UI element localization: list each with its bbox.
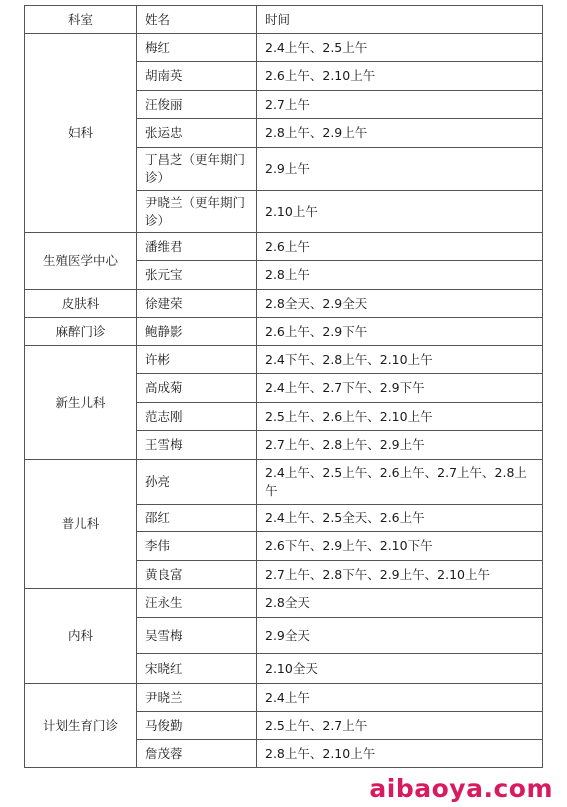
schedule-table	[24, 5, 543, 768]
table-row	[25, 290, 543, 318]
schedule-time-cell: 2.8上午、2.10上午	[257, 740, 543, 768]
schedule-body	[25, 6, 543, 768]
header-row	[25, 6, 543, 34]
doctor-name-cell: 徐建荣	[137, 290, 257, 318]
schedule-time-cell: 2.9上午	[257, 148, 543, 191]
doctor-name-cell: 邵红	[137, 505, 257, 532]
schedule-time-cell: 2.4下午、2.8上午、2.10上午	[257, 346, 543, 374]
doctor-name-cell: 吴雪梅	[137, 618, 257, 654]
schedule-time-cell: 2.7上午、2.8上午、2.9上午	[257, 431, 543, 460]
doctor-name-cell: 宋晓红	[137, 654, 257, 684]
doctor-name-cell: 尹晓兰	[137, 684, 257, 712]
department-cell: 麻醉门诊	[25, 318, 137, 346]
doctor-name-cell: 胡南英	[137, 62, 257, 91]
schedule-time-cell: 2.7上午	[257, 91, 543, 119]
schedule-time-cell: 2.8全天	[257, 589, 543, 618]
doctor-name-cell: 丁昌芝（更年期门诊）	[137, 148, 257, 191]
schedule-time-cell: 2.5上午、2.7上午	[257, 712, 543, 740]
doctor-name-cell: 汪俊丽	[137, 91, 257, 119]
schedule-time-cell: 2.5上午、2.6上午、2.10上午	[257, 403, 543, 431]
doctor-name-cell: 詹茂蓉	[137, 740, 257, 768]
doctor-name-cell: 孙亮	[137, 460, 257, 505]
doctor-name-cell: 鲍静影	[137, 318, 257, 346]
doctor-name-cell: 高成菊	[137, 374, 257, 403]
department-cell: 皮肤科	[25, 290, 137, 318]
doctor-name-cell: 汪永生	[137, 589, 257, 618]
header-time: 时间	[257, 6, 543, 34]
table-row	[25, 684, 543, 712]
header-department: 科室	[25, 6, 137, 34]
doctor-name-cell: 张元宝	[137, 261, 257, 290]
schedule-time-cell: 2.8上午、2.9上午	[257, 119, 543, 148]
doctor-name-cell: 范志刚	[137, 403, 257, 431]
site-watermark: aibaoya.com	[369, 774, 553, 803]
table-row	[25, 346, 543, 374]
schedule-time-cell: 2.9全天	[257, 618, 543, 654]
schedule-time-cell: 2.8全天、2.9全天	[257, 290, 543, 318]
doctor-name-cell: 张运忠	[137, 119, 257, 148]
department-cell: 生殖医学中心	[25, 233, 137, 290]
schedule-time-cell: 2.4上午、2.7下午、2.9下午	[257, 374, 543, 403]
table-row	[25, 460, 543, 505]
department-cell: 普儿科	[25, 460, 137, 589]
table-row	[25, 318, 543, 346]
schedule-time-cell: 2.8上午	[257, 261, 543, 290]
schedule-time-cell: 2.4上午	[257, 684, 543, 712]
doctor-name-cell: 黄良富	[137, 561, 257, 589]
department-cell: 计划生育门诊	[25, 684, 137, 768]
doctor-name-cell: 李伟	[137, 532, 257, 561]
schedule-time-cell: 2.7上午、2.8下午、2.9上午、2.10上午	[257, 561, 543, 589]
schedule-time-cell: 2.4上午、2.5上午、2.6上午、2.7上午、2.8上午	[257, 460, 543, 505]
table-row	[25, 233, 543, 261]
table-row	[25, 589, 543, 618]
doctor-name-cell: 潘维君	[137, 233, 257, 261]
schedule-time-cell: 2.10全天	[257, 654, 543, 684]
schedule-time-cell: 2.6上午、2.9下午	[257, 318, 543, 346]
schedule-time-cell: 2.6上午	[257, 233, 543, 261]
schedule-time-cell: 2.4上午、2.5上午	[257, 34, 543, 62]
doctor-name-cell: 梅红	[137, 34, 257, 62]
department-cell: 内科	[25, 589, 137, 684]
schedule-time-cell: 2.6上午、2.10上午	[257, 62, 543, 91]
department-cell: 妇科	[25, 34, 137, 233]
schedule-time-cell: 2.6下午、2.9上午、2.10下午	[257, 532, 543, 561]
doctor-name-cell: 许彬	[137, 346, 257, 374]
header-doctor: 姓名	[137, 6, 257, 34]
doctor-name-cell: 马俊勤	[137, 712, 257, 740]
schedule-time-cell: 2.10上午	[257, 191, 543, 233]
doctor-name-cell: 王雪梅	[137, 431, 257, 460]
schedule-time-cell: 2.4上午、2.5全天、2.6上午	[257, 505, 543, 532]
table-row	[25, 34, 543, 62]
department-cell: 新生儿科	[25, 346, 137, 460]
doctor-name-cell: 尹晓兰（更年期门诊）	[137, 191, 257, 233]
